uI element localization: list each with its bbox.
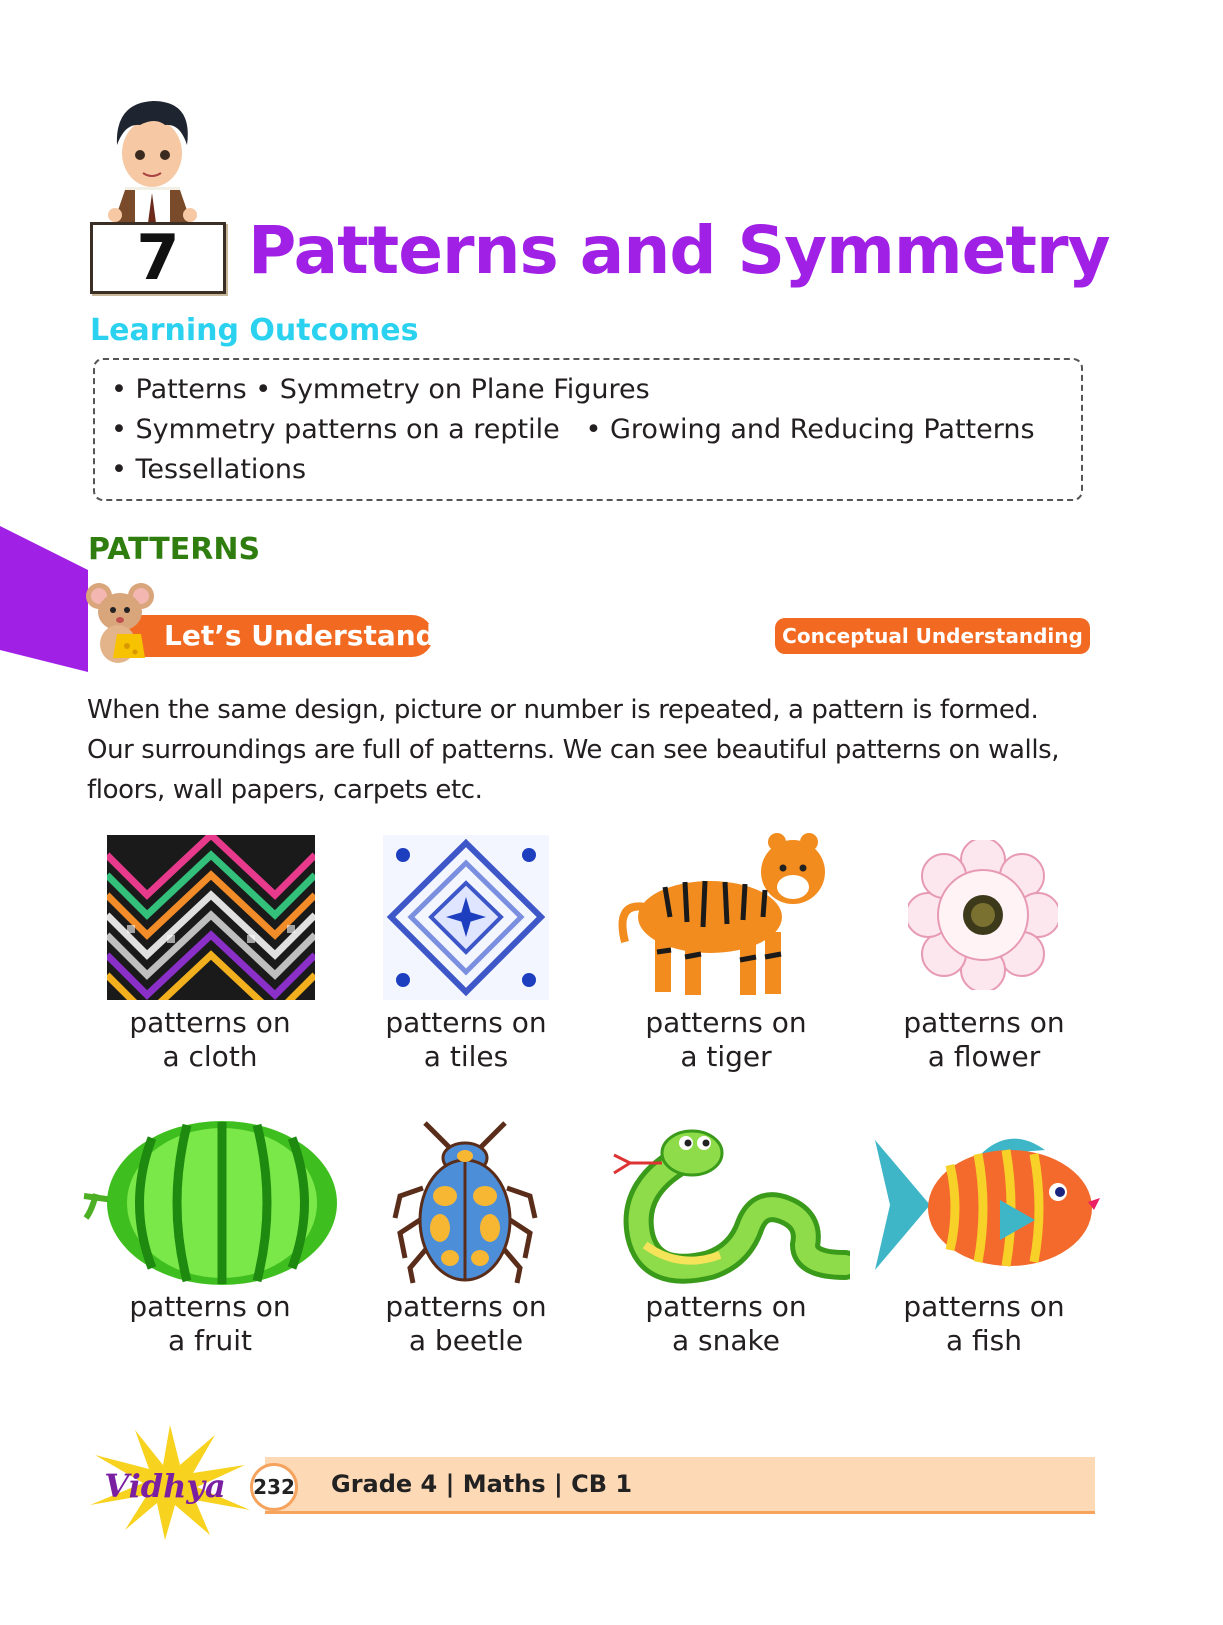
intro-paragraph xyxy=(87,690,1097,810)
learning-outcome-line: • Patterns • Symmetry on Plane Figures xyxy=(111,374,650,405)
caption-line: a fruit xyxy=(168,1324,252,1357)
caption-line: a beetle xyxy=(408,1324,524,1357)
caption-line: a tiger xyxy=(680,1040,772,1073)
footer-text: Grade 4 | Maths | CB 1 xyxy=(331,1470,633,1498)
caption-line: patterns on xyxy=(129,1290,291,1323)
chapter-number-box xyxy=(90,222,226,294)
lets-understand-label: Let’s Understand xyxy=(164,619,436,652)
gallery-caption xyxy=(90,1006,330,1074)
tiger-icon xyxy=(615,832,835,1002)
gallery-caption xyxy=(346,1006,586,1074)
side-tab-decoration xyxy=(0,526,88,672)
page-number: 232 xyxy=(250,1463,298,1511)
intro-line: floors, wall papers, carpets etc. xyxy=(87,775,483,805)
caption-line: a cloth xyxy=(162,1040,258,1073)
caption-line: patterns on xyxy=(903,1290,1065,1323)
caption-line: a fish xyxy=(945,1324,1023,1357)
learning-outcomes-box xyxy=(93,358,1083,501)
gallery-caption xyxy=(346,1290,586,1358)
caption-line: a tiles xyxy=(423,1040,509,1073)
tile-pattern-icon xyxy=(383,835,549,1000)
vidhya-logo-icon xyxy=(85,1425,255,1540)
caption-line: patterns on xyxy=(645,1290,807,1323)
chapter-number: 7 xyxy=(136,221,180,294)
cloth-pattern-icon xyxy=(107,835,315,1000)
mouse-mascot-icon xyxy=(85,574,155,666)
gallery-caption xyxy=(90,1290,330,1358)
caption-line: a flower xyxy=(927,1040,1041,1073)
caption-line: a snake xyxy=(672,1324,780,1357)
boy-mascot-icon xyxy=(95,95,210,225)
conceptual-understanding-badge: Conceptual Understanding xyxy=(775,618,1090,654)
snake-icon xyxy=(600,1115,850,1290)
learning-outcome-line: • Symmetry patterns on a reptile • Growing and Reducing Patterns xyxy=(111,414,1035,445)
intro-line: When the same design, picture or number is repeated, a pattern is formed. xyxy=(87,695,1039,725)
gallery-caption xyxy=(606,1006,846,1074)
caption-line: patterns on xyxy=(385,1006,547,1039)
watermelon-icon xyxy=(82,1118,344,1288)
footer-bar xyxy=(265,1457,1095,1514)
intro-line: Our surroundings are full of patterns. We can see beautiful patterns on walls, xyxy=(87,735,1060,765)
gallery-caption xyxy=(864,1290,1104,1358)
caption-line: patterns on xyxy=(129,1006,291,1039)
caption-line: patterns on xyxy=(645,1006,807,1039)
caption-line: patterns on xyxy=(385,1290,547,1323)
gallery-caption xyxy=(606,1290,846,1358)
caption-line: patterns on xyxy=(903,1006,1065,1039)
learning-outcomes-heading: Learning Outcomes xyxy=(90,313,419,348)
flower-icon xyxy=(908,840,1058,990)
logo-text: Vidhya xyxy=(104,1467,226,1505)
section-heading: PATTERNS xyxy=(88,532,261,567)
fish-icon xyxy=(870,1130,1102,1280)
learning-outcome-line: • Tessellations xyxy=(111,454,307,485)
gallery-caption xyxy=(864,1006,1104,1074)
beetle-icon xyxy=(385,1118,545,1288)
chapter-title: Patterns and Symmetry xyxy=(248,212,1110,289)
lets-understand-banner xyxy=(128,615,436,657)
